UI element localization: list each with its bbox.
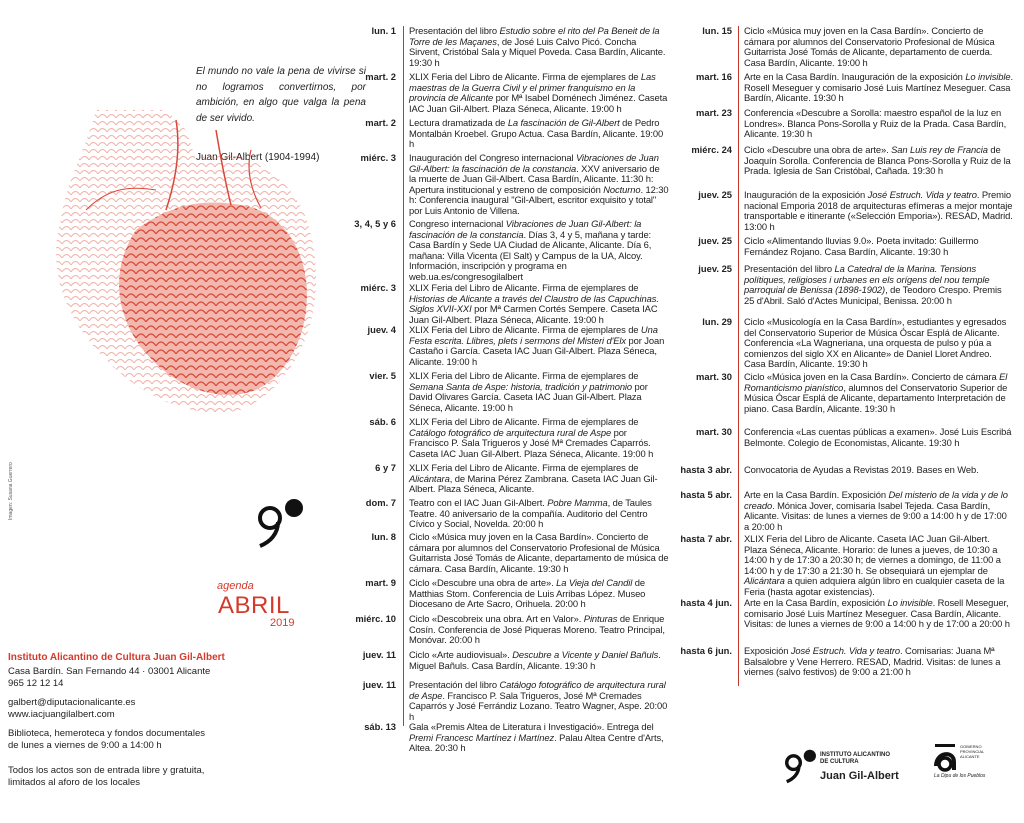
- event-date: juev. 25: [698, 235, 732, 246]
- institute-logo-name: Juan Gil-Albert: [820, 770, 899, 782]
- event-date: vier. 5: [369, 370, 396, 381]
- event-date: juev. 11: [362, 649, 396, 660]
- event-date: hasta 6 jun.: [680, 645, 732, 656]
- diputacion-line1: GOBIERNO: [960, 744, 982, 749]
- event-description: Teatro con el IAC Juan Gil-Albert. Pobre Mamma, de Taules Teatre. 40 aniversario de la compañía. Auditorio del Centro Cívico y Social, Novelda. 20:00 h: [409, 497, 652, 530]
- institute-name: Instituto Alicantino de Cultura Juan Gil-Albert: [8, 652, 225, 663]
- event-description: Ciclo «Música muy joven en la Casa Bardín». Concierto de cámara por alumnos del Conservatorio Profesional de Música Guitarrista José Tomás de Alicante, departamento de música de cámara. Casa Bardín, Alicante. 19:30 h: [409, 531, 669, 574]
- event-date: hasta 5 abr.: [680, 489, 732, 500]
- event-description: Gala «Premis Altea de Literatura i Investigació». Entrega del Premi Francesc Martínez i Martínez. Palau Altea Centre d'Arts, Altea. 20:30 h: [409, 721, 664, 754]
- event-description: XLIX Feria del Libro de Alicante. Firma de ejemplares de Alicántara, de Marina Pérez Zambrana. Caseta IAC Juan Gil-Albert. Plaza Séneca, Alicante.: [409, 462, 658, 495]
- event-date: juev. 11: [362, 679, 396, 690]
- event-description: XLIX Feria del Libro de Alicante. Firma de ejemplares de Una Festa escrita. Llibres, plets i sermons del Misteri d'Elx por Joan Castaño i García. Caseta IAC Juan Gil-Albert. Plaza Séneca, Alicante. 19:00 h: [409, 324, 665, 367]
- library-info-2: de lunes a viernes de 9:00 a 14:00 h: [8, 740, 162, 751]
- event-description: XLIX Feria del Libro de Alicante. Caseta IAC Juan Gil-Albert. Plaza Séneca, Alicante. Horario: de lunes a jueves, de 10:30 a 14:00 h y de 17:30 a 20:30 h; de viernes a domingo, de 11:00 a 14:00 h y de 17:30 a 21:30 h. Se obsequiará un ejemplar de Alicántara a quien adquiera algún libro en cualquier caseta de la Feria (hasta agotar existencias).: [744, 533, 1005, 597]
- event-date: juev. 4: [367, 324, 396, 335]
- diputacion-logo-icon: [932, 742, 958, 772]
- event-date: miérc. 3: [360, 152, 396, 163]
- event-date: mart. 16: [696, 71, 732, 82]
- event-description: Convocatoria de Ayudas a Revistas 2019. Bases en Web.: [744, 464, 979, 475]
- month-title: ABRIL: [218, 592, 290, 619]
- event-date: lun. 1: [371, 25, 396, 36]
- event-description: Presentación del libro La Catedral de la Marina. Tensions polítiques, religioses i urbanes en els orígens del nou temple parroquial de Benissa (1898-1902), de Teodoro Crespo. Premis 25 d'Abril. Saló d'Actes Municipal, Benissa. 20:00 h: [744, 263, 1002, 306]
- event-date: sáb. 6: [369, 416, 396, 427]
- event-description: Conferencia «Las cuentas públicas a examen». José Luis Escribá Belmonte. Colegio de Economistas, Alicante. 19:30 h: [744, 426, 1012, 448]
- event-description: Ciclo «Descubre una obra de arte». La Vieja del Candil de Matthias Stom. Conferencia de Luis Arribas López. Museo Diocesano de Arte Sacro, Orihuela. 20:00 h: [409, 577, 646, 610]
- contact-address: Casa Bardín. San Fernando 44 · 03001 Alicante: [8, 666, 211, 677]
- event-date: miérc. 10: [355, 613, 396, 624]
- event-description: Lectura dramatizada de La fascinación de Gil-Albert de Pedro Montalbán Kroebel. Grupo Actua. Casa Bardín, Alicante. 19:00 h: [409, 117, 664, 150]
- event-description: XLIX Feria del Libro de Alicante. Firma de ejemplares de Historias de Alicante a través del Claustro de las Capuchinas. Siglos XVII-XXI por Mª Carmen Cortés Sempere. Caseta IAC Juan Gil-Albert. Plaza Séneca, Alicante. 19:00 h: [409, 282, 659, 325]
- column-rule-2: [738, 26, 739, 686]
- image-credit: Imagen: Susana Guerrero: [8, 462, 14, 520]
- institute-logo-icon: [784, 744, 818, 784]
- institute-logo-line2: DE CULTURA: [820, 759, 859, 765]
- event-description: Presentación del libro Estudio sobre el rito del Pa Beneit de la Torre de les Maçanes, de José Luis Calvo Picó. Concha Sirvent, Cristóbal Sala y Miquel Poveda. Casa Bardín, Alicante. 19:30 h: [409, 25, 666, 68]
- event-description: Arte en la Casa Bardín, exposición Lo invisible. Rosell Meseguer, comisario José Luis Martínez Meseguer. Casa Bardín, Alicante. Visitas: de lunes a viernes de 9:00 a 14:00 h y de 17:00 a 20:00 h: [744, 597, 1010, 630]
- event-description: Arte en la Casa Bardín. Exposición Del misterio de la vida y de lo creado. Mónica Jover, comisaria Isabel Tejeda. Casa Bardín, Alicante. Visitas: de lunes a viernes de 9:00 a 14:00 h y de 17:00 a 20:00 h: [744, 489, 1008, 532]
- event-description: Arte en la Casa Bardín. Inauguración de la exposición Lo invisible. Rosell Meseguer y comisario José Luis Martínez Meseguer. Casa Bardín, Alicante. 19:30 h: [744, 71, 1014, 104]
- event-description: Conferencia «Descubre a Sorolla: maestro español de la luz en Londres». Blanca Pons-Sorolla y Ruiz de la Prada. Casa Bardín, Alicante. 19:30 h: [744, 107, 1007, 140]
- event-description: Ciclo «Descubre una obra de arte». San Luis rey de Francia de Joaquín Sorolla. Conferencia de Blanca Pons-Sorolla y Ruiz de la Prada. Iglesia de San Cristóbal, Cañada. 19:30 h: [744, 144, 1011, 177]
- event-description: Exposición José Estruch. Vida y teatro. Comisarias: Juana Mª Balsalobre y Vene Herrero. RESAD, Madrid. Visitas: de lunes a viernes (salvo festivos) de 9:00 a 21:00 h: [744, 645, 1001, 678]
- event-description: XLIX Feria del Libro de Alicante. Firma de ejemplares de Semana Santa de Aspe: historia, tradición y patrimonio por David Olivares García. Caseta IAC Juan Gil-Albert. Plaza Séneca, Alicante. 19:00 h: [409, 370, 648, 413]
- event-date: lun. 8: [371, 531, 396, 542]
- event-date: mart. 23: [696, 107, 732, 118]
- event-description: Ciclo «Descobreix una obra. Art en Valor». Pinturas de Enrique Cosín. Conferencia de José Piqueras Moreno. Teatro Principal, Monóvar. 20:00 h: [409, 613, 665, 646]
- event-date: dom. 7: [365, 497, 396, 508]
- institute-mark-icon: [256, 492, 306, 548]
- event-date: lun. 15: [702, 25, 732, 36]
- event-description: Congreso internacional Vibraciones de Juan Gil-Albert: la fascinación de la constancia. Días 3, 4 y 5, mañana y tarde: Casa Bardín y Sede UA Ciudad de Alicante, Alicante. Día 6, mañana: Villa Vicenta (El Salt) y Campus de la UA, Alcoy. Información, inscripción y programa en web.ua.es/congresogilalbert: [409, 218, 652, 282]
- institute-logo-line1: INSTITUTO ALICANTINO: [820, 752, 890, 758]
- event-date: sáb. 13: [364, 721, 396, 732]
- event-description: XLIX Feria del Libro de Alicante. Firma de ejemplares de Las maestras de la Guerra Civil y el primer franquismo en la provincia de Alicante por Mª Isabel Doménech Jiménez. Caseta IAC Juan Gil-Albert. Plaza Séneca, Alicante. 19:00 h: [409, 71, 668, 114]
- heart-illustration: [26, 90, 326, 440]
- event-description: XLIX Feria del Libro de Alicante. Firma de ejemplares de Catálogo fotográfico de arquitectura rural de Aspe por Francisco P. Sala Trigueros y José Mª Cremades Caparrós. Caseta IAC Juan Gil-Albert. Plaza Séneca, Alicante. 19:00 h: [409, 416, 654, 459]
- event-date: mart. 30: [696, 426, 732, 437]
- epigraph-quote: El mundo no vale la pena de vivirse si no logramos convertirnos, por ambición, en algo que valga la pena de ser vivido.: [196, 66, 366, 124]
- agenda-label: agenda: [217, 580, 254, 592]
- column-rule-1: [403, 26, 404, 726]
- event-date: juev. 25: [698, 189, 732, 200]
- epigraph-author: Juan Gil-Albert (1904-1994): [196, 152, 320, 163]
- entry-note-2: limitados al aforo de los locales: [8, 777, 141, 788]
- event-date: hasta 3 abr.: [680, 464, 732, 475]
- event-description: Ciclo «Musicología en la Casa Bardín», estudiantes y egresados del Conservatorio Superior de Música Óscar Esplá de Alicante. Conferencia «La Wagneriana, una orquesta de pulso y púa a comienzos del siglo XX en Alicante» de Daniel Lloret Andreo. Casa Bardín, Alicante. 19:30 h: [744, 316, 1007, 370]
- contact-email[interactable]: galbert@diputacionalicante.es: [8, 697, 136, 708]
- event-date: 6 y 7: [375, 462, 396, 473]
- year-label: 2019: [270, 617, 295, 629]
- event-date: lun. 29: [702, 316, 732, 327]
- event-date: mart. 2: [365, 117, 396, 128]
- event-date: 3, 4, 5 y 6: [354, 218, 396, 229]
- event-description: Ciclo «Música joven en la Casa Bardín». Concierto de cámara El Romanticismo pianístico, alumnos del Conservatorio Superior de Música Óscar Esplá de Alicante, departamento Interpretación de piano. Casa Bardín, Alicante. 19:30 h: [744, 371, 1008, 414]
- event-date: miérc. 3: [360, 282, 396, 293]
- contact-phone: 965 12 12 14: [8, 678, 64, 689]
- event-date: miérc. 24: [691, 144, 732, 155]
- event-date: hasta 7 abr.: [680, 533, 732, 544]
- event-description: Ciclo «Música muy joven en la Casa Bardín». Concierto de cámara por alumnos del Conservatorio Profesional de Música Guitarrista José Tomás de Alicante, departamento de cuerda. Casa Bardín, Alicante. 19:00 h: [744, 25, 995, 68]
- diputacion-line3: ALICANTE: [960, 754, 980, 759]
- event-description: Ciclo «Arte audiovisual». Descubre a Vicente y Daniel Bañuls. Miguel Bañuls. Casa Bardín, Alicante. 19:30 h: [409, 649, 661, 671]
- event-description: Inauguración de la exposición José Estruch. Vida y teatro. Premio nacional Emporia 2018 de arquitecturas efímeras a mejor montaje transportable e itinerante («Selección Emporia»). RESAD, Madrid. 13:00 h: [744, 189, 1013, 232]
- event-date: mart. 30: [696, 371, 732, 382]
- entry-note-1: Todos los actos son de entrada libre y gratuita,: [8, 765, 205, 776]
- diputacion-logo-text: [960, 744, 984, 759]
- event-description: Ciclo «Alimentando lluvias 9.0». Poeta invitado: Guillermo Fernández Rojano. Casa Bardín, Alicante. 19:30 h: [744, 235, 979, 257]
- contact-web[interactable]: www.iacjuangilalbert.com: [8, 709, 115, 720]
- institute-logo-text: [820, 752, 890, 766]
- event-date: mart. 2: [365, 71, 396, 82]
- event-date: mart. 9: [365, 577, 396, 588]
- diputacion-signature: La Dipu de los Pueblos: [934, 773, 986, 779]
- event-description: Presentación del libro Catálogo fotográfico de arquitectura rural de Aspe. Francisco P. Sala Trigueros, José Mª Cremades Caparrós y José Ferrándiz Lozano. Teatro Wagner, Aspe. 20:00 h: [409, 679, 668, 722]
- event-date: juev. 25: [698, 263, 732, 274]
- event-description: Inauguración del Congreso internacional Vibraciones de Juan Gil-Albert: la fascinación de la constancia. XXV aniversario de la muerte de Juan Gil-Albert. Casa Bardín, Alicante. 11:30 h: Apertura institucional y estreno de composición Nocturno. 12:30 h: Conferencia inaugural "Gil-Albert, escritor exquisito y total" por Luis Antonio de Villena.: [409, 152, 669, 216]
- diputacion-line2: PROVINCIAL: [960, 749, 985, 754]
- library-info-1: Biblioteca, hemeroteca y fondos documentales: [8, 728, 205, 739]
- event-date: hasta 4 jun.: [680, 597, 732, 608]
